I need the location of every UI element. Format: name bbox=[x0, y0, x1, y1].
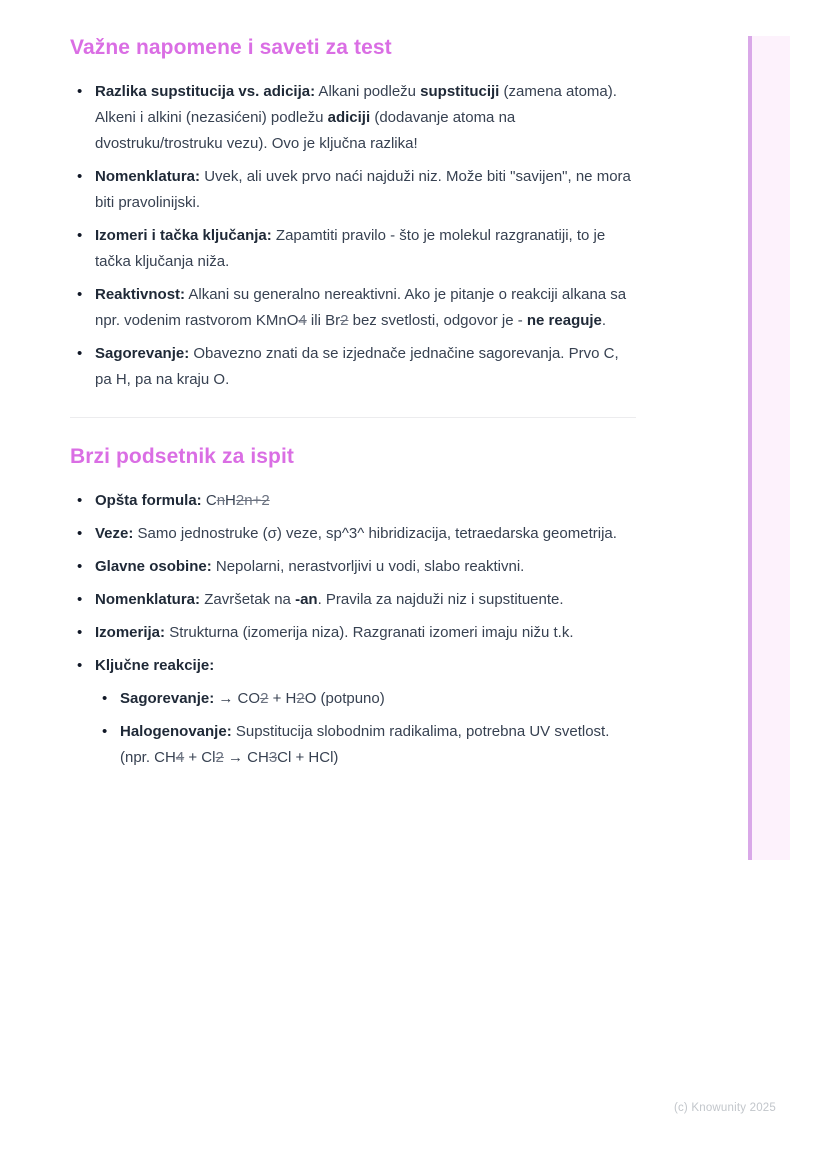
text-segment: + H bbox=[268, 690, 297, 707]
page-edge-accent-bar bbox=[748, 36, 790, 860]
list-item bbox=[70, 554, 636, 580]
text-segment: Halogenovanje: bbox=[120, 723, 232, 740]
text-segment: Zapamtiti pravilo - što je molekul razgranatiji, to je tačka ključanja niža. bbox=[95, 227, 606, 270]
text-segment: Nomenklatura: bbox=[95, 591, 201, 608]
text-segment: 3 bbox=[268, 749, 278, 766]
text-segment: -an bbox=[295, 591, 318, 608]
notes-content bbox=[70, 34, 636, 778]
text-segment: Nomenklatura: bbox=[95, 168, 201, 185]
list-item bbox=[70, 79, 636, 157]
list-item bbox=[70, 620, 636, 646]
text-segment: Sagorevanje: bbox=[95, 345, 190, 362]
text-segment: (dodavanje atoma na dvostruku/trostruku vezu). Ovo je ključna razlika! bbox=[95, 109, 516, 152]
text-segment: Supstitucija slobodnim radikalima, potrebna UV svetlost. (npr. CH bbox=[120, 723, 610, 766]
text-segment: Strukturna (izomerija niza). Razgranati izomeri imaju nižu t.k. bbox=[165, 624, 574, 641]
text-segment: Reaktivnost: bbox=[95, 286, 186, 303]
text-segment: n bbox=[216, 492, 226, 509]
text-segment: 4 bbox=[298, 312, 307, 329]
bullet-list bbox=[70, 79, 636, 393]
text-segment: 2 bbox=[340, 312, 349, 329]
section-title: Važne napomene i saveti za test bbox=[70, 36, 392, 59]
text-segment: H bbox=[225, 492, 236, 509]
text-segment: Obavezno znati da se izjednače jednačine sagorevanja. Prvo C, pa H, pa na kraju O. bbox=[95, 345, 619, 388]
text-segment: 2 bbox=[215, 749, 224, 766]
text-segment: Sagorevanje: bbox=[120, 690, 215, 707]
text-segment: → CO bbox=[214, 690, 261, 707]
text-segment: Veze: bbox=[95, 525, 134, 542]
section-divider bbox=[70, 417, 636, 418]
text-segment: (zamena atoma). Alkeni i alkini (nezasićeni) podležu bbox=[95, 83, 617, 126]
text-segment: Alkani podležu bbox=[315, 83, 421, 100]
list-item bbox=[70, 587, 636, 613]
list-item bbox=[95, 686, 636, 712]
text-segment: Uvek, ali uvek prvo naći najduži niz. Može biti "savijen", ne mora biti pravolinijski. bbox=[95, 168, 631, 211]
text-segment: Alkani su generalno nereaktivni. Ako je pitanje o reakciji alkana sa npr. vodenim rastvorom KMnO bbox=[95, 286, 627, 329]
text-segment: + Cl bbox=[184, 749, 216, 766]
list-item bbox=[70, 488, 636, 514]
list-item bbox=[70, 521, 636, 547]
text-segment: bez svetlosti, odgovor je - bbox=[348, 312, 527, 329]
text-segment: . Pravila za najduži niz i supstituente. bbox=[317, 591, 564, 608]
text-segment: Cl + HCl) bbox=[277, 749, 339, 766]
text-segment: 4 bbox=[175, 749, 185, 766]
text-segment: → CH bbox=[223, 749, 269, 766]
text-segment: 2 bbox=[260, 690, 269, 707]
text-segment: 2n+2 bbox=[235, 492, 270, 509]
list-item bbox=[70, 223, 636, 275]
section-quick-reminder bbox=[70, 443, 636, 771]
text-segment: ili Br bbox=[306, 312, 341, 329]
text-segment: Opšta formula: bbox=[95, 492, 202, 509]
bullet-list bbox=[70, 488, 636, 771]
list-item bbox=[70, 341, 636, 393]
text-segment: adiciji bbox=[327, 109, 371, 126]
text-segment: Ključne reakcije: bbox=[95, 657, 215, 674]
list-item bbox=[95, 719, 636, 771]
text-segment: Glavne osobine: bbox=[95, 558, 212, 575]
text-segment: O (potpuno) bbox=[304, 690, 385, 707]
section-title: Brzi podsetnik za ispit bbox=[70, 445, 294, 468]
list-item bbox=[70, 282, 636, 334]
text-segment: 2 bbox=[296, 690, 305, 707]
text-segment: . bbox=[601, 312, 607, 329]
text-segment: Izomeri i tačka ključanja: bbox=[95, 227, 272, 244]
text-segment: Samo jednostruke (σ) veze, sp^3^ hibridizacija, tetraedarska geometrija. bbox=[133, 525, 617, 542]
list-item bbox=[70, 653, 636, 771]
text-segment: ne reaguje bbox=[526, 312, 602, 329]
sub-bullet-list bbox=[95, 686, 636, 771]
section-important-notes bbox=[70, 34, 636, 393]
footer-credit: (c) Knowunity 2025 bbox=[673, 1102, 776, 1114]
text-segment: Završetak na bbox=[200, 591, 296, 608]
text-segment: Razlika supstitucija vs. adicija: bbox=[95, 83, 316, 100]
text-segment: supstituciji bbox=[420, 83, 500, 100]
text-segment: Izomerija: bbox=[95, 624, 166, 641]
text-segment: Nepolarni, nerastvorljivi u vodi, slabo reaktivni. bbox=[211, 558, 525, 575]
text-segment: C bbox=[201, 492, 217, 509]
list-item bbox=[70, 164, 636, 216]
